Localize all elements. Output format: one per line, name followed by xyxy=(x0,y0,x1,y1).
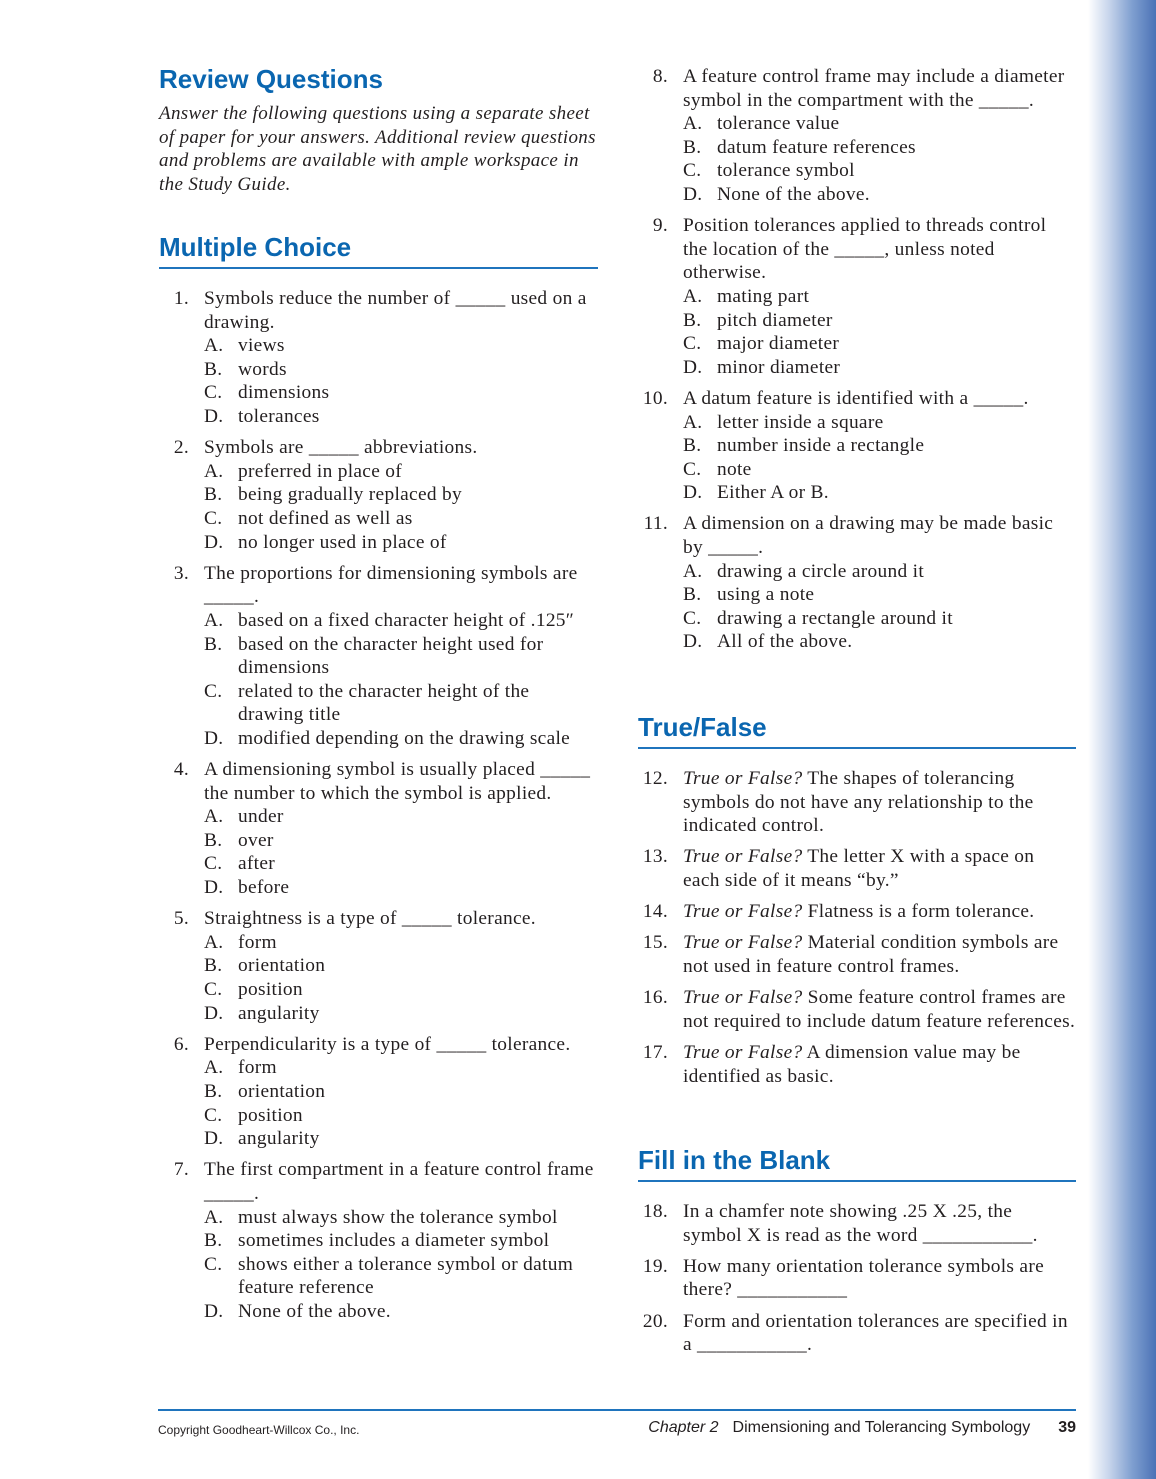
option-text: form xyxy=(238,1057,277,1079)
option-letter: D. xyxy=(204,727,224,749)
answer-option xyxy=(204,507,599,531)
answer-option xyxy=(204,680,599,727)
option-text: letter inside a square xyxy=(717,411,884,433)
option-letter: D. xyxy=(683,183,703,205)
question-text xyxy=(204,1158,599,1205)
question-number: 6. xyxy=(173,1033,189,1055)
option-text: after xyxy=(238,853,276,875)
option-letter: A. xyxy=(204,806,224,828)
option-text: views xyxy=(238,335,285,357)
page-title: Review Questions xyxy=(159,64,383,94)
answer-option xyxy=(204,1080,599,1104)
option-text: based on the character height used for dimensions xyxy=(238,633,544,679)
question xyxy=(638,512,1076,654)
page-number: 39 xyxy=(1058,1419,1076,1436)
question xyxy=(159,758,599,900)
answer-option xyxy=(204,829,599,853)
option-text: note xyxy=(717,458,752,480)
option-text: before xyxy=(238,877,290,899)
question-number: 16. xyxy=(642,987,668,1009)
answer-option xyxy=(204,334,599,358)
option-letter: B. xyxy=(204,484,223,506)
option-letter: D. xyxy=(204,531,224,553)
section-multiple-choice: Multiple Choice xyxy=(159,232,598,269)
question-list-left xyxy=(159,287,599,1331)
question-body: Some feature control frames are not required to include datum feature references. xyxy=(683,987,1076,1032)
question-text xyxy=(683,1310,1076,1357)
question-number: 10. xyxy=(642,387,668,409)
question-text xyxy=(683,65,1076,112)
option-text: no longer used in place of xyxy=(238,531,447,553)
option-text: angularity xyxy=(238,1002,320,1024)
option-letter: B. xyxy=(204,358,223,380)
question xyxy=(638,767,1076,838)
answer-option xyxy=(204,954,599,978)
option-text: words xyxy=(238,358,287,380)
answer-option xyxy=(204,1253,599,1300)
answer-option xyxy=(683,112,1076,136)
footer xyxy=(158,1409,1076,1437)
question-text xyxy=(683,512,1076,559)
option-letter: B. xyxy=(204,1230,223,1252)
question xyxy=(638,65,1076,207)
question xyxy=(159,287,599,429)
page-edge-gradient xyxy=(1088,0,1156,1479)
option-text: tolerances xyxy=(238,405,320,427)
option-letter: B. xyxy=(683,435,702,457)
option-letter: C. xyxy=(204,382,223,404)
answer-option xyxy=(683,583,1076,607)
option-letter: B. xyxy=(683,136,702,158)
option-letter: A. xyxy=(683,285,703,307)
option-letter: C. xyxy=(204,979,223,1000)
option-text: All of the above. xyxy=(717,631,853,653)
option-text: orientation xyxy=(238,955,326,977)
true-false-prefix: True or False? xyxy=(683,987,803,1009)
answer-option xyxy=(204,1300,599,1324)
option-text: must always show the tolerance symbol xyxy=(238,1206,558,1228)
option-letter: B. xyxy=(683,309,702,331)
question xyxy=(638,214,1076,379)
true-false-list xyxy=(638,767,1076,1096)
question xyxy=(638,845,1076,892)
option-letter: B. xyxy=(204,955,223,977)
question xyxy=(638,900,1076,924)
option-text: tolerance symbol xyxy=(717,160,855,182)
question-body: Symbols are _____ abbreviations. xyxy=(204,437,478,459)
answer-option xyxy=(204,531,599,555)
section-fill-in-blank: Fill in the Blank xyxy=(638,1145,1076,1182)
option-letter: C. xyxy=(683,607,702,629)
option-text: not defined as well as xyxy=(238,507,413,529)
answer-option xyxy=(204,978,599,1002)
question xyxy=(638,986,1076,1033)
question-text xyxy=(683,986,1076,1033)
option-letter: C. xyxy=(683,160,702,182)
answer-option xyxy=(683,285,1076,309)
question xyxy=(159,436,599,554)
chapter-label: Chapter 2 xyxy=(648,1419,719,1436)
option-text: over xyxy=(238,829,274,851)
question-text xyxy=(204,562,599,609)
answer-option xyxy=(204,1229,599,1253)
question-text xyxy=(683,1041,1076,1088)
option-text: position xyxy=(238,979,303,1000)
intro-text: Answer the following questions using a separate sheet of paper for your answers. Additional review questions and problems are available with ample workspace in the Study Guide. xyxy=(159,103,596,195)
option-text: preferred in place of xyxy=(238,460,403,482)
answer-option xyxy=(683,136,1076,160)
question xyxy=(159,1033,599,1151)
answer-option xyxy=(204,483,599,507)
question xyxy=(159,907,599,1025)
question-text xyxy=(683,1255,1076,1302)
answer-option xyxy=(683,481,1076,505)
option-letter: A. xyxy=(204,931,224,953)
option-letter: D. xyxy=(204,877,224,899)
option-text: orientation xyxy=(238,1080,326,1102)
question-number: 19. xyxy=(642,1255,668,1277)
option-text: using a note xyxy=(717,584,815,606)
option-letter: B. xyxy=(204,633,223,655)
answer-option xyxy=(683,434,1076,458)
question-text xyxy=(683,931,1076,978)
chapter-title: Dimensioning and Tolerancing Symbology xyxy=(732,1419,1031,1436)
option-text: tolerance value xyxy=(717,113,840,135)
answer-option xyxy=(204,852,599,876)
question-number: 18. xyxy=(642,1201,668,1222)
true-false-prefix: True or False? xyxy=(683,768,803,789)
question-number: 8. xyxy=(652,66,668,87)
option-text: sometimes includes a diameter symbol xyxy=(238,1230,550,1252)
question-body: A dimension value may be identified as basic. xyxy=(683,1041,1021,1087)
answer-option xyxy=(204,633,599,680)
true-false-prefix: True or False? xyxy=(683,1041,803,1063)
fill-blank-list xyxy=(638,1200,1076,1364)
question xyxy=(159,562,599,751)
question-text xyxy=(683,214,1076,285)
question-number: 4. xyxy=(173,759,189,781)
answer-option xyxy=(204,1127,599,1151)
question-text xyxy=(204,287,599,334)
question-body: The proportions for dimensioning symbols are _____. xyxy=(204,562,578,608)
question-body: Straightness is a type of _____ tolerance. xyxy=(204,908,536,930)
copyright: Copyright Goodheart-Willcox Co., Inc. xyxy=(158,1423,360,1437)
answer-option xyxy=(204,381,599,405)
answer-option xyxy=(683,458,1076,482)
option-text: major diameter xyxy=(717,333,840,355)
option-letter: C. xyxy=(683,458,702,480)
option-text: form xyxy=(238,931,277,953)
option-text: mating part xyxy=(717,285,810,307)
question-body: Perpendicularity is a type of _____ tolerance. xyxy=(204,1033,571,1055)
question-number: 3. xyxy=(173,562,189,584)
question xyxy=(638,1310,1076,1357)
question-text xyxy=(204,758,599,805)
option-text: angularity xyxy=(238,1128,320,1150)
option-letter: B. xyxy=(204,1080,223,1102)
option-text: drawing a rectangle around it xyxy=(717,607,953,629)
question-number: 15. xyxy=(642,932,668,954)
answer-option xyxy=(204,1002,599,1026)
question-number: 13. xyxy=(642,846,668,868)
question-number: 14. xyxy=(642,901,668,923)
question-text xyxy=(683,845,1076,892)
true-false-prefix: True or False? xyxy=(683,901,803,923)
option-letter: D. xyxy=(683,356,703,378)
answer-option xyxy=(204,1056,599,1080)
answer-option xyxy=(204,358,599,382)
option-text: None of the above. xyxy=(717,183,870,205)
question xyxy=(638,1255,1076,1302)
question-number: 9. xyxy=(652,215,668,237)
option-letter: A. xyxy=(683,560,703,582)
option-letter: D. xyxy=(204,1300,224,1322)
answer-option xyxy=(683,332,1076,356)
question-text xyxy=(204,907,599,931)
question-body: In a chamfer note showing .25 X .25, the symbol X is read as the word ___________. xyxy=(683,1201,1038,1246)
answer-option xyxy=(204,727,599,751)
option-letter: B. xyxy=(204,829,223,851)
question-body: A feature control frame may include a diameter symbol in the compartment with the _____. xyxy=(683,66,1065,111)
answer-option xyxy=(204,460,599,484)
option-letter: A. xyxy=(204,1206,224,1228)
answer-option xyxy=(683,560,1076,584)
option-letter: A. xyxy=(204,609,224,631)
question-text xyxy=(204,1033,599,1057)
question xyxy=(638,1200,1076,1247)
answer-option xyxy=(204,405,599,429)
option-text: related to the character height of the drawing title xyxy=(238,680,530,726)
option-text: shows either a tolerance symbol or datum feature reference xyxy=(238,1253,574,1299)
option-letter: D. xyxy=(683,482,703,504)
option-text: being gradually replaced by xyxy=(238,484,463,506)
question-body: The shapes of tolerancing symbols do not have any relationship to the indicated control. xyxy=(683,768,1034,837)
option-letter: C. xyxy=(204,507,223,529)
question-text xyxy=(683,1200,1076,1247)
option-letter: A. xyxy=(683,411,703,433)
true-false-prefix: True or False? xyxy=(683,846,803,868)
option-text: None of the above. xyxy=(238,1300,391,1322)
answer-option xyxy=(204,609,599,633)
true-false-prefix: True or False? xyxy=(683,932,803,954)
option-text: datum feature references xyxy=(717,136,916,158)
option-text: Either A or B. xyxy=(717,482,829,504)
question-body: Form and orientation tolerances are specified in a ___________. xyxy=(683,1310,1068,1356)
question-body: A dimensioning symbol is usually placed _____ the number to which the symbol is applied. xyxy=(204,759,591,804)
option-letter: A. xyxy=(204,460,224,482)
answer-option xyxy=(204,805,599,829)
question xyxy=(638,931,1076,978)
question-number: 5. xyxy=(173,908,189,930)
option-letter: D. xyxy=(683,631,703,653)
option-text: drawing a circle around it xyxy=(717,560,925,582)
question-number: 1. xyxy=(173,288,189,309)
option-text: minor diameter xyxy=(717,356,841,378)
question xyxy=(638,387,1076,505)
answer-option xyxy=(204,1206,599,1230)
option-text: pitch diameter xyxy=(717,309,833,331)
option-text: under xyxy=(238,806,284,828)
option-text: based on a fixed character height of .125″ xyxy=(238,609,575,631)
option-letter: D. xyxy=(204,1002,224,1024)
question-body: The first compartment in a feature control frame _____. xyxy=(204,1159,594,1204)
answer-option xyxy=(683,607,1076,631)
option-letter: A. xyxy=(683,113,703,135)
option-letter: C. xyxy=(204,1253,223,1275)
answer-option xyxy=(683,159,1076,183)
question-body: Material condition symbols are not used in feature control frames. xyxy=(683,932,1059,977)
answer-option xyxy=(204,931,599,955)
answer-option xyxy=(204,876,599,900)
question-body: Position tolerances applied to threads control the location of the _____, unless noted otherwise. xyxy=(683,215,1047,284)
option-letter: C. xyxy=(683,333,702,355)
answer-option xyxy=(683,309,1076,333)
option-text: position xyxy=(238,1104,303,1126)
question-number: 17. xyxy=(642,1041,668,1063)
answer-option xyxy=(683,411,1076,435)
question-body: How many orientation tolerance symbols are there? ___________ xyxy=(683,1255,1044,1301)
section-true-false: True/False xyxy=(638,712,1076,749)
question xyxy=(638,1041,1076,1088)
question-text xyxy=(683,900,1076,924)
question-number: 11. xyxy=(643,513,668,535)
question-body: The letter X with a space on each side of it means “by.” xyxy=(683,846,1035,891)
question-number: 2. xyxy=(173,437,189,459)
question-body: Symbols reduce the number of _____ used on a drawing. xyxy=(204,288,587,333)
question-text xyxy=(204,436,599,460)
question-number: 12. xyxy=(642,768,668,789)
question-number: 20. xyxy=(642,1310,668,1332)
option-text: dimensions xyxy=(238,382,330,404)
answer-option xyxy=(683,630,1076,654)
option-letter: C. xyxy=(204,1104,223,1126)
option-text: modified depending on the drawing scale xyxy=(238,727,571,749)
answer-option xyxy=(683,183,1076,207)
option-letter: A. xyxy=(204,1057,224,1079)
option-letter: D. xyxy=(204,1128,224,1150)
chapter-info xyxy=(648,1419,1076,1437)
question-number: 7. xyxy=(173,1159,189,1181)
question-list-right xyxy=(638,65,1076,662)
option-letter: B. xyxy=(683,584,702,606)
question-body: Flatness is a form tolerance. xyxy=(802,901,1035,923)
question-text xyxy=(683,387,1076,411)
option-text: number inside a rectangle xyxy=(717,435,925,457)
option-letter: A. xyxy=(204,335,224,357)
option-letter: D. xyxy=(204,405,224,427)
option-letter: C. xyxy=(204,680,223,702)
option-letter: C. xyxy=(204,853,223,875)
question-body: A dimension on a drawing may be made basic by _____. xyxy=(683,513,1054,559)
question-text xyxy=(683,767,1076,838)
answer-option xyxy=(204,1104,599,1128)
question-body: A datum feature is identified with a _____. xyxy=(683,387,1029,409)
question xyxy=(159,1158,599,1323)
answer-option xyxy=(683,356,1076,380)
